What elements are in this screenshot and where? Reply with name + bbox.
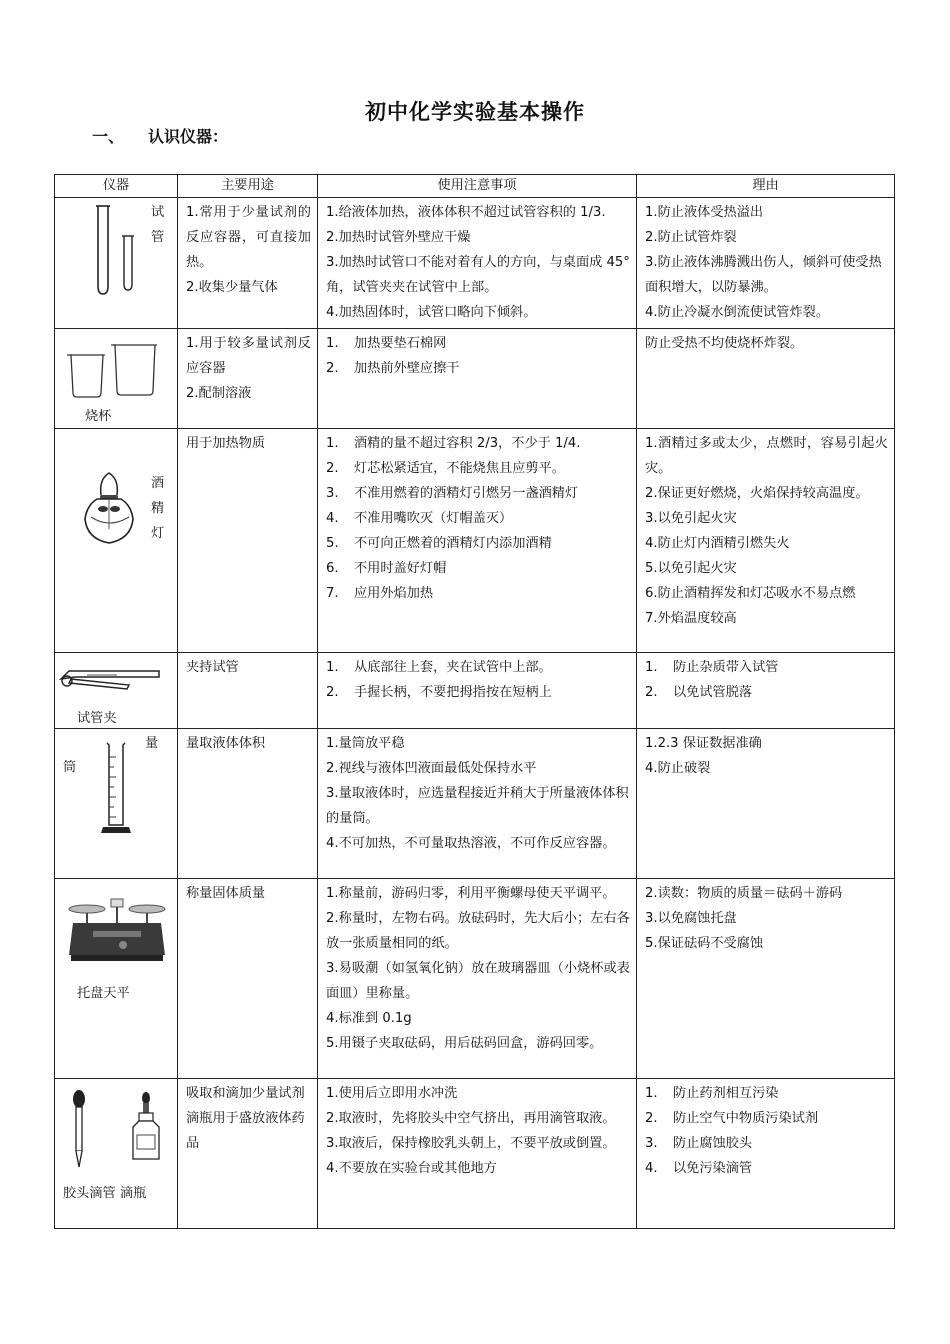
reason-text: 7.外焰温度较高 xyxy=(645,611,737,626)
table-row xyxy=(55,329,895,429)
instrument-name: 胶头滴管 滴瓶 xyxy=(63,1186,147,1201)
reason-text: 1.2.3 保证数据准确 xyxy=(645,736,762,751)
note-item xyxy=(326,680,630,705)
reason-item xyxy=(645,1156,888,1181)
use-text: 吸取和滴加少量试剂 xyxy=(186,1086,305,1101)
instrument-name: 试管夹 xyxy=(77,711,117,726)
note-text: 不准用燃着的酒精灯引燃另一盏酒精灯 xyxy=(354,486,579,501)
table-row xyxy=(55,1079,895,1229)
instrument-cell xyxy=(55,198,178,329)
note-number: 4. xyxy=(326,511,339,526)
reasons-cell xyxy=(637,429,895,653)
reason-number: 2. xyxy=(645,1111,658,1126)
note-text: 3.量取液体时，应选量程接近并稍大于所量液体体积的量筒。 xyxy=(326,786,629,826)
reasons-cell xyxy=(637,329,895,429)
use-cell xyxy=(178,429,318,653)
note-text: 灯芯松紧适宜，不能烧焦且应剪平。 xyxy=(354,461,565,476)
note-text: 加热前外壁应擦干 xyxy=(354,361,460,376)
notes-cell xyxy=(318,429,637,653)
reason-text: 2.防止试管炸裂 xyxy=(645,230,737,245)
table-row xyxy=(55,198,895,329)
note-number: 2. xyxy=(326,685,339,700)
reason-number: 1. xyxy=(645,1086,658,1101)
note-text: 从底部往上套，夹在试管中上部。 xyxy=(354,660,552,675)
reason-text: 防止杂质带入试管 xyxy=(673,660,779,675)
note-item xyxy=(326,556,630,581)
instrument-name: 烧杯 xyxy=(85,409,112,424)
section-label: 认识仪器： xyxy=(148,127,229,146)
note-text: 3.易吸潮（如氢氧化钠）放在玻璃器皿（小烧杯或表面皿）里称量。 xyxy=(326,961,630,1001)
use-text: 1.常用于少量试剂的反应容器，可直接加热。 xyxy=(186,205,311,270)
test-tube-holder-image xyxy=(59,667,163,695)
table-row xyxy=(55,879,895,1079)
note-text: 加热要垫石棉网 xyxy=(354,336,447,351)
note-text: 应用外焰加热 xyxy=(354,586,434,601)
note-text: 3.取液后，保持橡胶乳头朝上，不要平放或倒置。 xyxy=(326,1136,616,1151)
reason-number: 4. xyxy=(645,1161,658,1176)
instrument-name: 托盘天平 xyxy=(77,986,130,1001)
beaker-image xyxy=(65,341,161,399)
reason-text: 防止受热不均使烧杯炸裂。 xyxy=(645,336,804,351)
note-item xyxy=(326,356,630,381)
note-text: 2.取液时，先将胶头中空气挤出，再用滴管取液。 xyxy=(326,1111,616,1126)
note-text: 4.不要放在实验台或其他地方 xyxy=(326,1161,497,1176)
instrument-name-part: 筒 xyxy=(63,760,77,775)
note-number: 6. xyxy=(326,561,339,576)
header-notes: 使用注意事项 xyxy=(318,175,637,198)
note-item xyxy=(326,581,630,606)
reason-text: 以免污染滴管 xyxy=(673,1161,753,1176)
reason-text: 防止腐蚀胶头 xyxy=(673,1136,753,1151)
note-text: 4.标准到 0.1g xyxy=(326,1011,412,1026)
note-text: 1.称量前，游码归零，利用平衡螺母使天平调平。 xyxy=(326,886,616,901)
notes-cell xyxy=(318,653,637,729)
note-text: 酒精的量不超过容积 2/3，不少于 1/4. xyxy=(354,436,581,451)
note-number: 2. xyxy=(326,461,339,476)
notes-cell xyxy=(318,329,637,429)
instrument-table xyxy=(54,174,895,1229)
note-text: 2.加热时试管外壁应干燥 xyxy=(326,230,471,245)
note-number: 2. xyxy=(326,361,339,376)
note-number: 3. xyxy=(326,486,339,501)
use-text: 用于加热物质 xyxy=(186,436,266,451)
instrument-cell xyxy=(55,653,178,729)
note-number: 1. xyxy=(326,660,339,675)
instrument-name-part: 量 xyxy=(145,736,159,751)
table-row xyxy=(55,729,895,879)
reason-number: 1. xyxy=(645,660,658,675)
graduated-cylinder-image xyxy=(99,741,133,837)
notes-cell xyxy=(318,198,637,329)
use-text: 称量固体质量 xyxy=(186,886,266,901)
balance-image xyxy=(65,893,169,965)
table-header-row xyxy=(55,175,895,198)
use-cell xyxy=(178,329,318,429)
note-text: 不准用嘴吹灭（灯帽盖灭） xyxy=(354,511,513,526)
use-cell xyxy=(178,879,318,1079)
reason-text: 5.以免引起火灾 xyxy=(645,561,737,576)
reason-text: 2.读数：物质的质量＝砝码＋游码 xyxy=(645,886,843,901)
header-reasons: 理由 xyxy=(637,175,895,198)
reason-text: 3.以免引起火灾 xyxy=(645,511,737,526)
instrument-name-vertical: 试管 xyxy=(151,205,165,245)
instrument-cell xyxy=(55,729,178,879)
use-text: 1.用于较多量试剂反应容器 xyxy=(186,336,311,376)
note-text: 不可向正燃着的酒精灯内添加酒精 xyxy=(354,536,552,551)
note-text: 4.加热固体时，试管口略向下倾斜。 xyxy=(326,305,537,320)
use-cell xyxy=(178,1079,318,1229)
reason-item xyxy=(645,1131,888,1156)
reason-item xyxy=(645,655,888,680)
notes-cell xyxy=(318,1079,637,1229)
page-title: 初中化学实验基本操作 xyxy=(365,100,585,124)
reasons-cell xyxy=(637,729,895,879)
instrument-name-vertical: 酒精灯 xyxy=(151,476,165,541)
note-text: 4.不可加热，不可量取热溶液，不可作反应容器。 xyxy=(326,836,616,851)
instrument-cell xyxy=(55,329,178,429)
reasons-cell xyxy=(637,1079,895,1229)
reasons-cell xyxy=(637,879,895,1079)
reason-number: 2. xyxy=(645,685,658,700)
reason-text: 防止药剂相互污染 xyxy=(673,1086,779,1101)
reason-text: 1.酒精过多或太少，点燃时，容易引起火灾。 xyxy=(645,436,888,476)
note-number: 5. xyxy=(326,536,339,551)
use-cell xyxy=(178,729,318,879)
dropper-bottle-image xyxy=(129,1091,163,1163)
reason-text: 4.防止冷凝水倒流使试管炸裂。 xyxy=(645,305,830,320)
note-text: 手握长柄，不要把拇指按在短柄上 xyxy=(354,685,552,700)
note-item xyxy=(326,655,630,680)
notes-cell xyxy=(318,879,637,1079)
use-text: 滴瓶用于盛放液体药品 xyxy=(186,1111,305,1151)
note-number: 7. xyxy=(326,586,339,601)
instrument-cell xyxy=(55,1079,178,1229)
reason-text: 3.防止液体沸腾溅出伤人，倾斜可使受热面积增大，以防暴沸。 xyxy=(645,255,882,295)
note-number: 1. xyxy=(326,436,339,451)
reason-item xyxy=(645,1106,888,1131)
note-text: 5.用镊子夹取砝码，用后砝码回盒，游码回零。 xyxy=(326,1036,603,1051)
use-cell xyxy=(178,198,318,329)
reason-number: 3. xyxy=(645,1136,658,1151)
reason-item xyxy=(645,680,888,705)
header-use: 主要用途 xyxy=(178,175,318,198)
use-text: 2.收集少量气体 xyxy=(186,280,278,295)
reason-text: 3.以免腐蚀托盘 xyxy=(645,911,737,926)
use-text: 量取液体体积 xyxy=(186,736,266,751)
use-cell xyxy=(178,653,318,729)
reasons-cell xyxy=(637,198,895,329)
note-item xyxy=(326,506,630,531)
reason-text: 防止空气中物质污染试剂 xyxy=(673,1111,819,1126)
section-heading xyxy=(92,124,228,147)
table-row xyxy=(55,653,895,729)
note-item xyxy=(326,531,630,556)
use-text: 2.配制溶液 xyxy=(186,386,252,401)
note-text: 不用时盖好灯帽 xyxy=(354,561,447,576)
alcohol-lamp-image xyxy=(77,469,143,551)
reason-text: 4.防止破裂 xyxy=(645,761,711,776)
reason-text: 2.保证更好燃烧，火焰保持较高温度。 xyxy=(645,486,869,501)
note-item xyxy=(326,456,630,481)
reason-text: 1.防止液体受热溢出 xyxy=(645,205,764,220)
reason-text: 5.保证砝码不受腐蚀 xyxy=(645,936,764,951)
note-text: 2.视线与液体凹液面最低处保持水平 xyxy=(326,761,537,776)
note-text: 3.加热时试管口不能对着有人的方向，与桌面成 45°角，试管夹夹在试管中上部。 xyxy=(326,255,630,295)
header-instrument: 仪器 xyxy=(55,175,178,198)
reasons-cell xyxy=(637,653,895,729)
table-row xyxy=(55,429,895,653)
use-text: 夹持试管 xyxy=(186,660,239,675)
note-number: 1. xyxy=(326,336,339,351)
reason-text: 6.防止酒精挥发和灯芯吸水不易点燃 xyxy=(645,586,856,601)
notes-cell xyxy=(318,729,637,879)
reason-item xyxy=(645,1081,888,1106)
note-text: 1.使用后立即用水冲洗 xyxy=(326,1086,458,1101)
note-text: 1.给液体加热，液体体积不超过试管容积的 1/3. xyxy=(326,205,606,220)
reason-text: 以免试管脱落 xyxy=(673,685,753,700)
note-text: 2.称量时，左物右码。放砝码时，先大后小；左右各放一张质量相同的纸。 xyxy=(326,911,630,951)
note-item xyxy=(326,331,630,356)
note-item xyxy=(326,431,630,456)
test-tube-image xyxy=(93,204,143,296)
section-number: 一、 xyxy=(92,127,125,146)
reason-text: 4.防止灯内酒精引燃失火 xyxy=(645,536,790,551)
dropper-image xyxy=(69,1089,89,1169)
instrument-cell xyxy=(55,429,178,653)
note-item xyxy=(326,481,630,506)
instrument-cell xyxy=(55,879,178,1079)
note-text: 1.量筒放平稳 xyxy=(326,736,405,751)
